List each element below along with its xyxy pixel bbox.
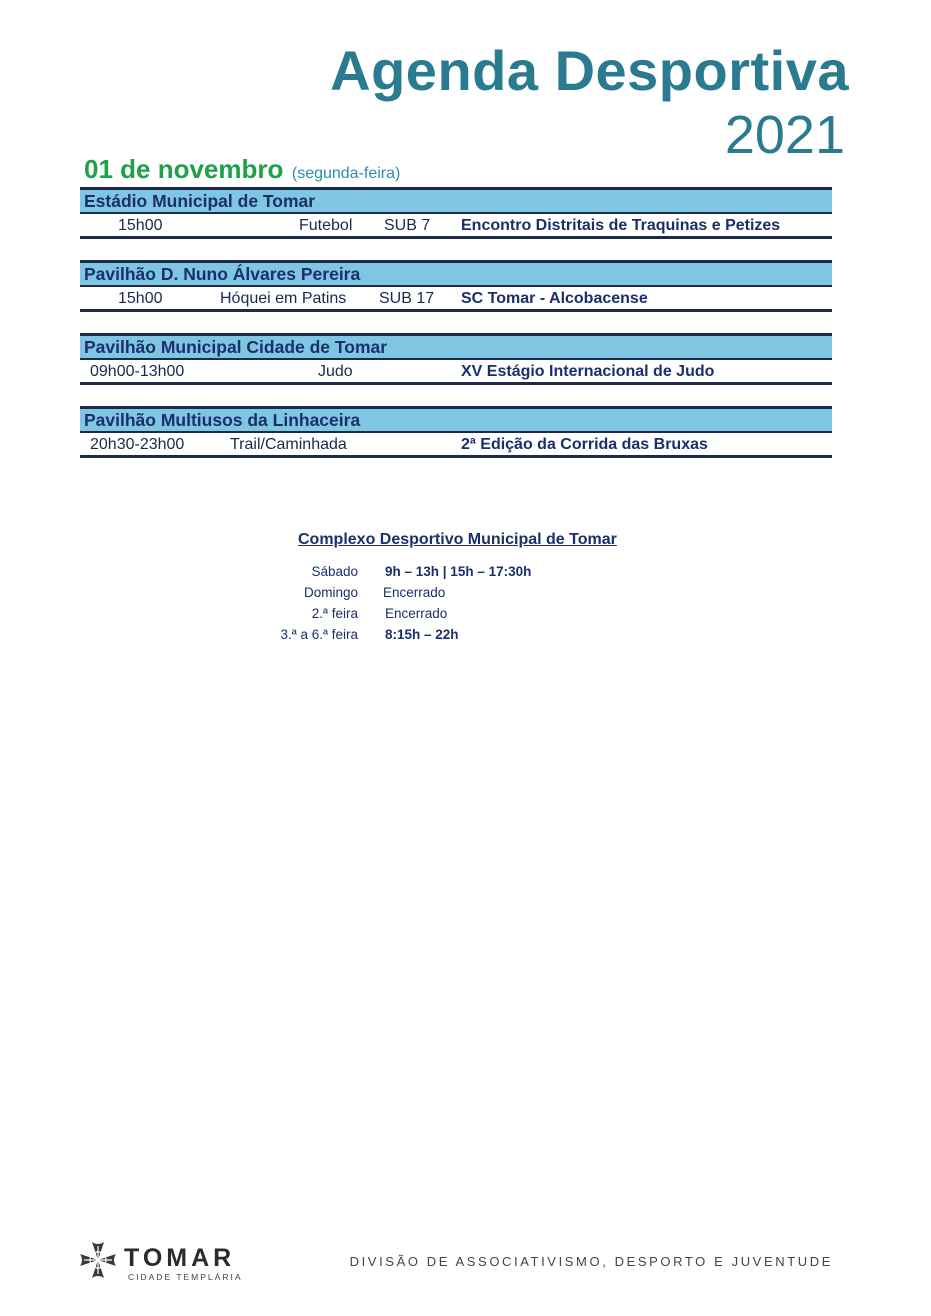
event-sport: Hóquei em Patins [220,290,347,307]
venue-block [80,333,832,385]
event-time: 09h00-13h00 [90,363,185,380]
logo-subtitle: CIDADE TEMPLÁRIA [128,1272,243,1282]
event-row [80,358,832,385]
schedule-day: 3.ª a 6.ª feira [280,627,358,642]
page-year: 2021 [724,105,845,165]
date-weekday: (segunda-feira) [291,165,401,182]
event-title: XV Estágio Internacional de Judo [461,363,715,380]
venue-block [80,187,832,239]
schedule-row [250,627,650,647]
schedule-day: 2.ª feira [311,606,358,621]
event-sport: Futebol [299,217,353,234]
event-sport: Trail/Caminhada [230,436,347,453]
venue-block [80,406,832,458]
tomar-logo [78,1238,248,1286]
schedule-row [250,606,650,626]
logo-text: TOMAR [124,1244,236,1272]
venue-block [80,260,832,312]
department-name: DIVISÃO DE ASSOCIATIVISMO, DESPORTO E JUVENTUDE [349,1254,833,1269]
schedule-hours: 8:15h – 22h [385,627,459,642]
venue-name: Pavilhão D. Nuno Álvares Pereira [80,260,832,285]
schedule-hours: 9h – 13h | 15h – 17:30h [385,564,532,579]
event-time: 15h00 [118,217,163,234]
event-title: SC Tomar - Alcobacense [461,290,648,307]
schedule-day: Domingo [303,585,358,600]
venue-name: Estádio Municipal de Tomar [80,187,832,212]
event-time: 20h30-23h00 [90,436,185,453]
venue-name: Pavilhão Multiusos da Linhaceira [80,406,832,431]
date-main: 01 de novembro [84,154,284,184]
event-row [80,212,832,239]
page-title: Agenda Desportiva [330,39,849,102]
complex-title: Complexo Desportivo Municipal de Tomar [298,531,617,548]
event-title: 2ª Edição da Corrida das Bruxas [461,436,708,453]
event-row [80,431,832,458]
schedule-row [250,564,650,584]
event-time: 15h00 [118,290,163,307]
event-sport: Judo [318,363,353,380]
event-category: SUB 17 [379,290,435,307]
schedule-row [250,585,650,605]
event-title: Encontro Distritais de Traquinas e Petizes [461,217,781,234]
schedule-hours: Encerrado [385,606,448,621]
venue-name: Pavilhão Municipal Cidade de Tomar [80,333,832,358]
event-category: SUB 7 [384,217,431,234]
date-heading [84,154,400,185]
event-row [80,285,832,312]
schedule-hours: Encerrado [383,585,446,600]
schedule-day: Sábado [311,564,358,579]
templar-cross-icon [78,1240,118,1280]
